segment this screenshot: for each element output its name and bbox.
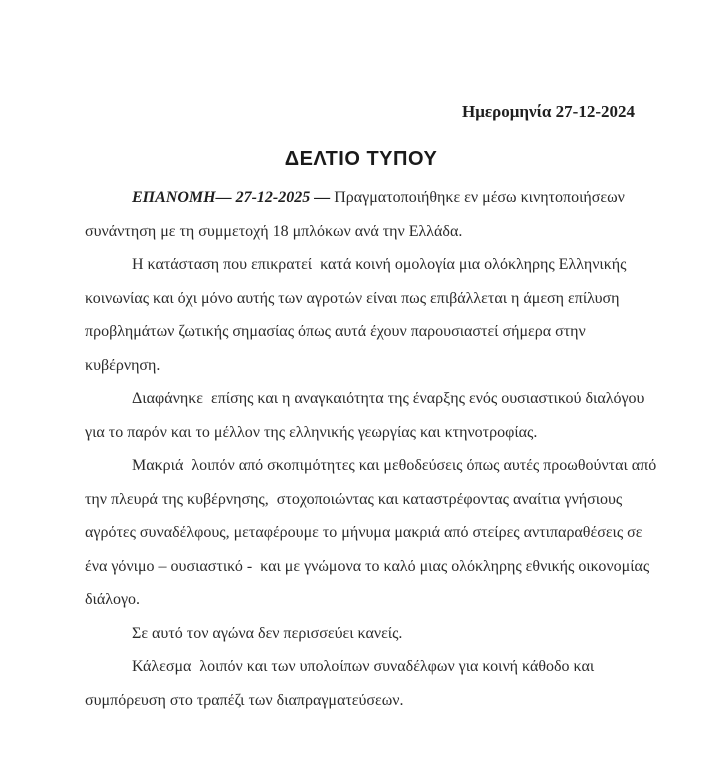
paragraph-dateline-text: Πραγματοποιήθηκε εν μέσω κινητοποιήσεων συνάντηση με τη συμμετοχή 18 μπλόκων ανά την Ελλάδα.: [85, 189, 629, 240]
paragraph-dateline: [85, 181, 665, 248]
paragraph-dateline-lead: ΕΠΑΝΟΜΗ— 27-12-2025 —: [132, 189, 331, 206]
document-title: ΔΕΛΤΙΟ ΤΥΠΟΥ: [284, 148, 438, 170]
paragraph-call: Κάλεσμα λοιπόν και των υπολοίπων συναδέλφων για κοινή κάθοδο και συμπόρευση στο τραπέζι των διαπραγματεύσεων.: [85, 658, 599, 709]
document-body: [85, 181, 665, 717]
document-date: Ημερομηνία 27-12-2024: [462, 102, 635, 121]
paragraph-dialogue-need: Διαφάνηκε επίσης και η αναγκαιότητα της έναρξης ενός ουσιαστικού διαλόγου για το παρόν και το μέλλον της ελληνικής γεωργίας και κτηνοτροφίας.: [85, 390, 649, 441]
paragraph-situation: Η κατάσταση που επικρατεί κατά κοινή ομολογία μια ολόκληρης Ελληνικής κοινωνίας και όχι μόνο αυτής των αγροτών είναι πως επιβάλλεται η άμεση επίλυση προβλημάτων ζωτικής σημασίας όπως αυτά έχουν παρουσιαστεί σήμερα στην κυβέρνηση.: [85, 256, 631, 374]
paragraph-message: Μακριά λοιπόν από σκοπιμότητες και μεθοδεύσεις όπως αυτές προωθούνται από την πλευρά της κυβέρνησης, στοχοποιώντας και καταστρέφοντας αναίτια γνήσιους αγρότες συναδέλφους, μεταφέρουμε το μήνυμα μακριά από στείρες αντιπαραθέσεις σε ένα γόνιμο – ουσιαστικό - και με γνώμονα το καλό μιας ολόκληρης εθνικής οικονομίας διάλογο.: [85, 457, 661, 608]
paragraph-struggle: Σε αυτό τον αγώνα δεν περισσεύει κανείς.: [132, 624, 403, 642]
